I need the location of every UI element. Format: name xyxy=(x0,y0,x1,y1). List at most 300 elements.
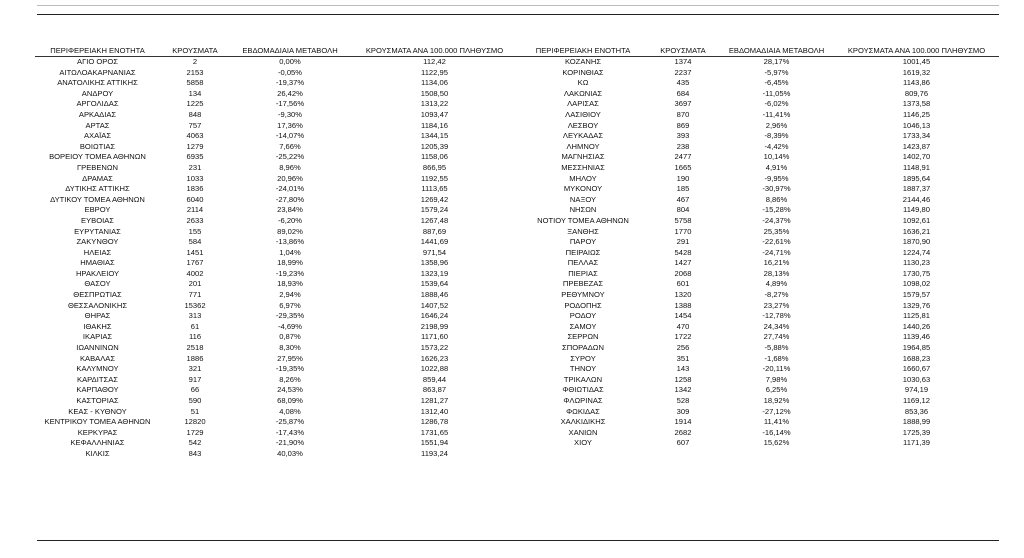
cell-weekly-change: 4,91% xyxy=(765,162,788,172)
cell-cases-per-100k: 1269,42 xyxy=(420,194,449,204)
cell-cases-per-100k: 1964,85 xyxy=(902,343,931,353)
cell-cases: 470 xyxy=(676,321,690,331)
cell-weekly-change: -24,01% xyxy=(275,184,305,194)
table-row xyxy=(35,237,999,248)
cell-region: ΤΗΝΟΥ xyxy=(569,364,597,374)
cell-cases-per-100k: 1122,95 xyxy=(421,67,448,77)
cell-region: ΣΠΟΡΑΔΩΝ xyxy=(562,343,604,353)
cell-weekly-change: 16,21% xyxy=(763,258,790,268)
cell-weekly-change: -24,37% xyxy=(762,215,791,225)
cell-region: ΘΑΣΟΥ xyxy=(84,279,111,289)
cell-cases: 1258 xyxy=(674,374,692,384)
cell-region: ΖΑΚΥΝΘΟΥ xyxy=(76,237,119,247)
cell-region: ΙΚΑΡΙΑΣ xyxy=(82,332,113,342)
cell-cases-per-100k: 1092,61 xyxy=(902,215,931,225)
header-region: ΠΕΡΙΦΕΡΕΙΑΚΗ ΕΝΟΤΗΤΑ xyxy=(519,45,647,57)
cell-weekly-change: -8,27% xyxy=(764,290,789,300)
cell-cases: 321 xyxy=(188,364,202,374)
cell-weekly-change: 28,17% xyxy=(763,57,790,66)
bottom-divider xyxy=(37,540,999,541)
cell-cases: 201 xyxy=(188,279,202,289)
cell-cases-per-100k: 1046,13 xyxy=(902,120,931,130)
table-row xyxy=(35,99,999,110)
cell-cases-per-100k: 1539,64 xyxy=(420,279,449,289)
cell-region: ΜΕΣΣΗΝΙΑΣ xyxy=(561,162,605,172)
cell-weekly-change: 28,13% xyxy=(763,268,790,278)
cell-cases: 1374 xyxy=(674,57,692,66)
cell-region: ΕΥΡΥΤΑΝΙΑΣ xyxy=(74,226,121,236)
table-row xyxy=(35,174,999,185)
cell-weekly-change: 6,97% xyxy=(279,300,301,310)
cell-weekly-change: -25,87% xyxy=(275,417,305,427)
cell-region: ΣΥΡΟΥ xyxy=(570,353,596,363)
cell-weekly-change: 23,27% xyxy=(763,300,790,310)
table-row xyxy=(35,375,999,386)
cell-cases-per-100k: 1093,47 xyxy=(420,109,449,119)
cell-region: ΚΑΒΑΛΑΣ xyxy=(79,353,116,363)
cell-cases: 467 xyxy=(676,194,690,204)
cell-region: ΑΡΓΟΛΙΔΑΣ xyxy=(76,99,119,109)
cell-weekly-change: 20,96% xyxy=(277,173,303,183)
cell-region: ΘΕΣΠΡΩΤΙΑΣ xyxy=(73,290,122,300)
cell-cases-per-100k: 1134,06 xyxy=(421,78,448,88)
table-row xyxy=(35,258,999,269)
cell-cases: 4063 xyxy=(186,131,204,141)
cell-cases-per-100k: 859,44 xyxy=(422,374,447,384)
cell-region: ΣΕΡΡΩΝ xyxy=(567,332,599,342)
cell-region: ΑΙΤΩΛΟΑΚΑΡΝΑΝΙΑΣ xyxy=(59,67,136,77)
cell-cases: 435 xyxy=(676,78,690,88)
cell-cases: 309 xyxy=(676,406,690,416)
cell-cases: 143 xyxy=(676,364,690,374)
cell-region xyxy=(519,449,647,460)
cell-weekly-change: 8,96% xyxy=(279,162,301,172)
cell-weekly-change: -12,78% xyxy=(762,311,791,321)
cell-cases: 2477 xyxy=(674,152,692,162)
cell-cases-per-100k: 1579,57 xyxy=(902,290,931,300)
cell-weekly-change: -6,02% xyxy=(764,99,789,109)
cell-weekly-change: 40,03% xyxy=(277,448,303,458)
table-row xyxy=(35,152,999,163)
cell-cases-per-100k: 1286,78 xyxy=(420,417,449,427)
cell-region: ΦΛΩΡΙΝΑΣ xyxy=(563,396,603,405)
cell-region: ΙΩΑΝΝΙΝΩΝ xyxy=(76,343,119,353)
cell-cases: 2068 xyxy=(674,268,692,278)
cell-weekly-change: -24,71% xyxy=(762,247,791,257)
cell-cases-per-100k: 1731,65 xyxy=(420,427,449,437)
cell-cases: 542 xyxy=(188,438,202,448)
cell-cases-per-100k: 1130,23 xyxy=(903,258,930,268)
cell-cases-per-100k: 1636,21 xyxy=(902,226,931,236)
cell-cases-per-100k: 1139,46 xyxy=(903,332,930,342)
cell-region: ΦΘΙΩΤΙΔΑΣ xyxy=(562,385,604,395)
cell-weekly-change: -19,35% xyxy=(275,364,305,374)
cell-weekly-change: 18,99% xyxy=(277,258,303,268)
cell-region: ΚΟΖΑΝΗΣ xyxy=(564,57,602,66)
cell-region: ΠΕΛΛΑΣ xyxy=(567,258,599,268)
cell-cases-per-100k: 112,42 xyxy=(423,57,446,66)
cell-region: ΑΝΑΤΟΛΙΚΗΣ ΑΤΤΙΚΗΣ xyxy=(57,78,138,88)
table-row xyxy=(35,131,999,142)
cell-cases-per-100k: 1888,46 xyxy=(420,290,449,300)
cell-cases: 1342 xyxy=(674,385,692,395)
cell-cases-per-100k: 866,95 xyxy=(422,162,447,172)
cell-cases-per-100k: 1224,74 xyxy=(902,247,931,257)
cell-cases: 1451 xyxy=(186,247,204,257)
table-row xyxy=(35,110,999,121)
cell-cases-per-100k: 1358,96 xyxy=(420,258,449,268)
table-row xyxy=(35,290,999,301)
cell-cases-per-100k: 1148,91 xyxy=(903,162,930,172)
cell-weekly-change: -17,56% xyxy=(275,99,305,109)
cell-cases: 1388 xyxy=(674,300,692,310)
cell-region: ΒΟΡΕΙΟΥ ΤΟΜΕΑ ΑΘΗΝΩΝ xyxy=(49,152,146,162)
cell-region: ΚΩ xyxy=(577,78,589,88)
cell-cases: 607 xyxy=(676,438,690,448)
cell-cases-per-100k: 1193,24 xyxy=(421,448,448,458)
cell-region: ΜΗΛΟΥ xyxy=(569,173,597,183)
cell-cases-per-100k: 1113,65 xyxy=(421,184,448,194)
cell-region: ΑΧΑΪΑΣ xyxy=(83,131,112,141)
cell-cases: 351 xyxy=(676,353,690,363)
table-row xyxy=(35,195,999,206)
cell-cases: 1427 xyxy=(674,258,692,268)
cell-cases-per-100k: 1730,75 xyxy=(902,268,931,278)
cell-cases: 601 xyxy=(676,279,690,289)
cell-cases: 291 xyxy=(676,237,690,247)
cell-region: ΑΡΤΑΣ xyxy=(85,120,110,130)
cell-weekly-change: 27,74% xyxy=(763,332,790,342)
cell-cases-per-100k: 1402,70 xyxy=(902,152,931,162)
table-row xyxy=(35,121,999,132)
cell-region: ΤΡΙΚΑΛΩΝ xyxy=(563,374,603,384)
cell-region: ΚΑΡΠΑΘΟΥ xyxy=(76,385,119,395)
cell-cases: 3697 xyxy=(674,99,692,109)
cell-cases: 869 xyxy=(676,120,690,130)
table-row xyxy=(35,269,999,280)
cell-cases-per-100k: 1143,86 xyxy=(903,78,930,88)
cell-weekly-change: 24,34% xyxy=(763,321,790,331)
cell-cases: 155 xyxy=(188,226,202,236)
cell-weekly-change: 4,08% xyxy=(279,406,301,416)
cell-cases-per-100k: 1551,94 xyxy=(420,438,449,448)
cell-cases: 804 xyxy=(676,205,690,215)
cell-cases: 1729 xyxy=(186,427,204,437)
cell-weekly-change: -30,97% xyxy=(762,184,791,194)
cell-cases-per-100k: 1030,63 xyxy=(902,374,931,384)
cell-weekly-change: 18,93% xyxy=(277,279,303,289)
cell-weekly-change: -9,30% xyxy=(277,109,303,119)
cell-cases-per-100k: 1344,15 xyxy=(420,131,449,141)
table-row xyxy=(35,343,999,354)
cell-cases: 1770 xyxy=(674,226,692,236)
cell-cases-per-100k: 1001,45 xyxy=(902,57,931,66)
cell-cases: 2682 xyxy=(674,427,692,437)
cell-region: ΙΘΑΚΗΣ xyxy=(83,321,112,331)
cell-weekly-change: -5,97% xyxy=(764,67,789,77)
cell-cases-per-100k: 1158,06 xyxy=(421,152,448,162)
cell-cases: 584 xyxy=(188,237,202,247)
cell-cases-per-100k: 1169,12 xyxy=(903,396,930,405)
cell-weekly-change: 18,92% xyxy=(763,396,790,405)
table-header-row xyxy=(35,45,999,57)
cell-cases: 684 xyxy=(676,88,690,98)
cell-weekly-change: -8,39% xyxy=(764,131,789,141)
cell-region: ΚΑΡΔΙΤΣΑΣ xyxy=(77,374,118,384)
cell-weekly-change: 68,09% xyxy=(277,396,303,405)
cell-cases-per-100k: 1125,81 xyxy=(903,311,930,321)
cell-cases: 1454 xyxy=(674,311,692,321)
cell-region: ΔΥΤΙΚΗΣ ΑΤΤΙΚΗΣ xyxy=(65,184,130,194)
table-row xyxy=(35,279,999,290)
cell-weekly-change: -29,35% xyxy=(275,311,305,321)
cell-cases-per-100k: 1887,37 xyxy=(902,184,931,194)
cell-weekly-change: 26,42% xyxy=(277,88,303,98)
cell-weekly-change: 25,35% xyxy=(763,226,790,236)
cell-region: ΘΕΣΣΑΛΟΝΙΚΗΣ xyxy=(67,300,128,310)
cell-cases xyxy=(647,449,719,460)
cell-weekly-change: 8,30% xyxy=(279,343,301,353)
cell-weekly-change: -25,22% xyxy=(275,152,305,162)
cell-weekly-change: -6,20% xyxy=(277,215,303,225)
cell-region: ΚΑΣΤΟΡΙΑΣ xyxy=(76,396,119,405)
cell-region: ΚΕΡΚΥΡΑΣ xyxy=(77,427,118,437)
cell-cases-per-100k: 1313,22 xyxy=(420,99,449,109)
cell-weekly-change: 0,00% xyxy=(279,57,301,66)
cell-cases-per-100k: 1373,58 xyxy=(902,99,931,109)
cell-region: ΧΙΟΥ xyxy=(574,438,592,448)
cell-weekly-change: 17,36% xyxy=(277,120,303,130)
cell-cases-per-100k: 1184,16 xyxy=(421,120,448,130)
cell-cases: 1836 xyxy=(186,184,204,194)
cell-cases: 116 xyxy=(188,332,202,342)
cell-region: ΗΜΑΘΙΑΣ xyxy=(80,258,115,268)
table-row xyxy=(35,57,999,68)
cell-region: ΜΥΚΟΝΟΥ xyxy=(563,184,603,194)
cell-cases: 757 xyxy=(188,120,202,130)
header-cases-per-100k: ΚΡΟΥΣΜΑΤΑ ΑΝΑ 100.000 ΠΛΗΘΥΣΜΟ xyxy=(834,45,999,57)
cell-region: ΚΕΝΤΡΙΚΟΥ ΤΟΜΕΑ ΑΘΗΝΩΝ xyxy=(44,417,151,427)
cell-weekly-change: -4,69% xyxy=(277,321,303,331)
table-row xyxy=(35,417,999,428)
cell-weekly-change: -11,05% xyxy=(762,88,791,98)
cell-cases-per-100k: 2198,99 xyxy=(420,321,449,331)
cell-region: ΝΟΤΙΟΥ ΤΟΜΕΑ ΑΘΗΝΩΝ xyxy=(537,215,629,225)
cell-cases-per-100k: 1312,40 xyxy=(420,406,449,416)
cell-cases: 2153 xyxy=(186,67,204,77)
cell-weekly-change xyxy=(719,449,834,460)
cell-cases: 313 xyxy=(188,311,202,321)
cell-cases-per-100k: 1171,39 xyxy=(903,438,930,448)
cell-region: ΠΑΡΟΥ xyxy=(569,237,597,247)
cell-region: ΡΟΔΟΠΗΣ xyxy=(564,300,602,310)
top-divider xyxy=(37,14,999,15)
cell-region: ΚΟΡΙΝΘΙΑΣ xyxy=(562,67,604,77)
cell-weekly-change: 2,94% xyxy=(279,290,301,300)
cell-cases-per-100k: 2144,46 xyxy=(902,194,931,204)
cell-cases-per-100k: 809,76 xyxy=(904,88,929,98)
cell-weekly-change: -22,61% xyxy=(762,237,791,247)
cell-region: ΛΕΥΚΑΔΑΣ xyxy=(562,131,604,141)
cell-weekly-change: 7,66% xyxy=(279,141,301,151)
cell-cases-per-100k: 1888,99 xyxy=(902,417,931,427)
table-row xyxy=(35,428,999,439)
cell-weekly-change: 89,02% xyxy=(277,226,303,236)
cell-region: ΦΩΚΙΔΑΣ xyxy=(566,406,600,416)
cell-cases: 1914 xyxy=(674,417,692,427)
cell-region: ΚΑΛΥΜΝΟΥ xyxy=(76,364,119,374)
cell-cases-per-100k: 1423,87 xyxy=(902,141,931,151)
cell-weekly-change: 11,41% xyxy=(763,417,790,427)
header-weekly-change: ΕΒΔΟΜΑΔΙΑΙΑ ΜΕΤΑΒΟΛΗ xyxy=(230,45,350,57)
header-region: ΠΕΡΙΦΕΡΕΙΑΚΗ ΕΝΟΤΗΤΑ xyxy=(35,45,160,57)
cell-region: ΚΕΦΑΛΛΗΝΙΑΣ xyxy=(70,438,125,448)
table-row xyxy=(35,332,999,343)
cell-cases: 231 xyxy=(188,162,202,172)
cell-region: ΗΡΑΚΛΕΙΟΥ xyxy=(75,268,120,278)
table-row xyxy=(35,438,999,449)
table-row xyxy=(35,364,999,375)
cell-weekly-change: 4,89% xyxy=(765,279,788,289)
top-divider-thin xyxy=(37,5,999,6)
cell-region: ΧΑΝΙΩΝ xyxy=(568,427,598,437)
table-row xyxy=(35,407,999,418)
cell-weekly-change: -17,43% xyxy=(275,427,305,437)
cell-cases: 2633 xyxy=(186,215,204,225)
cell-cases-per-100k: 1149,80 xyxy=(903,205,930,215)
cell-cases: 185 xyxy=(676,184,690,194)
cell-cases: 1665 xyxy=(674,162,692,172)
cell-region: ΛΑΡΙΣΑΣ xyxy=(567,99,599,109)
cell-weekly-change: -21,90% xyxy=(275,438,305,448)
cell-cases-per-100k: 1870,90 xyxy=(902,237,931,247)
cell-cases-per-100k: 1323,19 xyxy=(420,268,449,278)
cell-cases: 6935 xyxy=(186,152,204,162)
table-row xyxy=(35,184,999,195)
cell-weekly-change: 0,87% xyxy=(279,332,301,342)
cell-cases-per-100k: 1688,23 xyxy=(902,353,931,363)
cell-weekly-change: 10,14% xyxy=(763,152,790,162)
cell-cases-per-100k: 971,54 xyxy=(422,247,447,257)
cell-region: ΝΗΣΩΝ xyxy=(569,205,597,215)
cell-region: ΧΑΛΚΙΔΙΚΗΣ xyxy=(560,417,606,427)
cell-cases-per-100k: 1440,26 xyxy=(902,321,931,331)
header-cases: ΚΡΟΥΣΜΑΤΑ xyxy=(647,45,719,57)
cell-cases: 771 xyxy=(188,290,202,300)
cell-weekly-change: 7,98% xyxy=(765,374,788,384)
cell-cases-per-100k: 1725,39 xyxy=(902,427,931,437)
cell-cases: 2114 xyxy=(186,205,204,215)
cell-weekly-change: -15,28% xyxy=(762,205,791,215)
cell-cases: 4002 xyxy=(186,268,204,278)
cell-weekly-change: -27,80% xyxy=(275,194,305,204)
cell-cases: 1722 xyxy=(674,332,692,342)
header-cases: ΚΡΟΥΣΜΑΤΑ xyxy=(160,45,230,57)
cell-cases-per-100k: 1619,32 xyxy=(902,67,931,77)
cell-cases-per-100k: 1895,64 xyxy=(902,173,931,183)
cell-cases: 12820 xyxy=(184,417,206,427)
cell-weekly-change: -0,05% xyxy=(277,67,303,77)
cell-weekly-change: 8,26% xyxy=(279,374,301,384)
cell-cases: 2237 xyxy=(674,67,692,77)
table-row xyxy=(35,216,999,227)
table-row xyxy=(35,205,999,216)
cell-cases: 393 xyxy=(676,131,690,141)
cell-weekly-change: 24,53% xyxy=(277,385,303,395)
cell-region: ΑΡΚΑΔΙΑΣ xyxy=(78,109,117,119)
cell-cases: 51 xyxy=(190,406,200,416)
cell-cases: 1886 xyxy=(186,353,204,363)
table-row xyxy=(35,322,999,333)
cell-cases: 238 xyxy=(676,141,690,151)
cell-region: ΠΡΕΒΕΖΑΣ xyxy=(562,279,604,289)
cell-weekly-change: -11,41% xyxy=(762,109,791,119)
cell-region: ΠΕΙΡΑΙΩΣ xyxy=(565,247,601,257)
cell-cases: 134 xyxy=(188,88,202,98)
cell-region: ΒΟΙΩΤΙΑΣ xyxy=(79,141,116,151)
cell-cases: 5758 xyxy=(674,215,692,225)
cell-weekly-change: -13,86% xyxy=(275,237,305,247)
table-row xyxy=(35,449,999,460)
cell-region: ΠΙΕΡΙΑΣ xyxy=(568,268,598,278)
cell-weekly-change: -14,07% xyxy=(275,131,305,141)
cell-cases-per-100k: 1441,69 xyxy=(420,237,449,247)
cell-cases-per-100k: 887,69 xyxy=(422,226,447,236)
cell-weekly-change: 8,86% xyxy=(765,194,788,204)
cell-region: ΛΑΣΙΘΙΟΥ xyxy=(565,109,601,119)
cell-weekly-change: 15,62% xyxy=(763,438,790,448)
cell-weekly-change: -5,88% xyxy=(764,343,789,353)
cell-cases: 1320 xyxy=(674,290,692,300)
table-row xyxy=(35,301,999,312)
cell-weekly-change: -16,14% xyxy=(762,427,791,437)
header-weekly-change: ΕΒΔΟΜΑΔΙΑΙΑ ΜΕΤΑΒΟΛΗ xyxy=(719,45,834,57)
cell-cases-per-100k xyxy=(834,449,999,460)
cell-region: ΗΛΕΙΑΣ xyxy=(83,247,112,257)
cell-weekly-change: 23,84% xyxy=(277,205,303,215)
cell-weekly-change: -4,42% xyxy=(764,141,789,151)
cell-region: ΚΙΛΚΙΣ xyxy=(85,448,110,458)
cell-region: ΔΡΑΜΑΣ xyxy=(82,173,113,183)
cell-region: ΛΑΚΩΝΙΑΣ xyxy=(563,88,603,98)
table-row xyxy=(35,248,999,259)
cell-cases-per-100k: 853,36 xyxy=(904,406,929,416)
cell-region: ΛΗΜΝΟΥ xyxy=(566,141,600,151)
cell-cases-per-100k: 974,19 xyxy=(904,385,929,395)
cell-cases: 917 xyxy=(188,374,202,384)
cell-weekly-change: -19,23% xyxy=(275,268,305,278)
table-row xyxy=(35,311,999,322)
table-row xyxy=(35,163,999,174)
cell-cases-per-100k: 1098,02 xyxy=(902,279,931,289)
cell-region: ΞΑΝΘΗΣ xyxy=(567,226,599,236)
cell-region: ΕΥΒΟΙΑΣ xyxy=(81,215,114,225)
cell-cases: 2 xyxy=(192,57,198,66)
cell-region: ΓΡΕΒΕΝΩΝ xyxy=(76,162,119,172)
cell-cases-per-100k: 863,87 xyxy=(422,385,447,395)
cell-cases: 843 xyxy=(188,448,202,458)
regional-cases-table xyxy=(35,45,999,460)
table-row xyxy=(35,227,999,238)
cell-weekly-change: -19,37% xyxy=(275,78,305,88)
cell-cases: 15362 xyxy=(184,300,206,310)
cell-region: ΑΝΔΡΟΥ xyxy=(81,88,114,98)
cell-weekly-change: 1,04% xyxy=(279,247,301,257)
cell-weekly-change: -20,11% xyxy=(762,364,791,374)
cell-region: ΛΕΣΒΟΥ xyxy=(567,120,599,130)
cell-cases: 66 xyxy=(190,385,200,395)
table-row xyxy=(35,78,999,89)
